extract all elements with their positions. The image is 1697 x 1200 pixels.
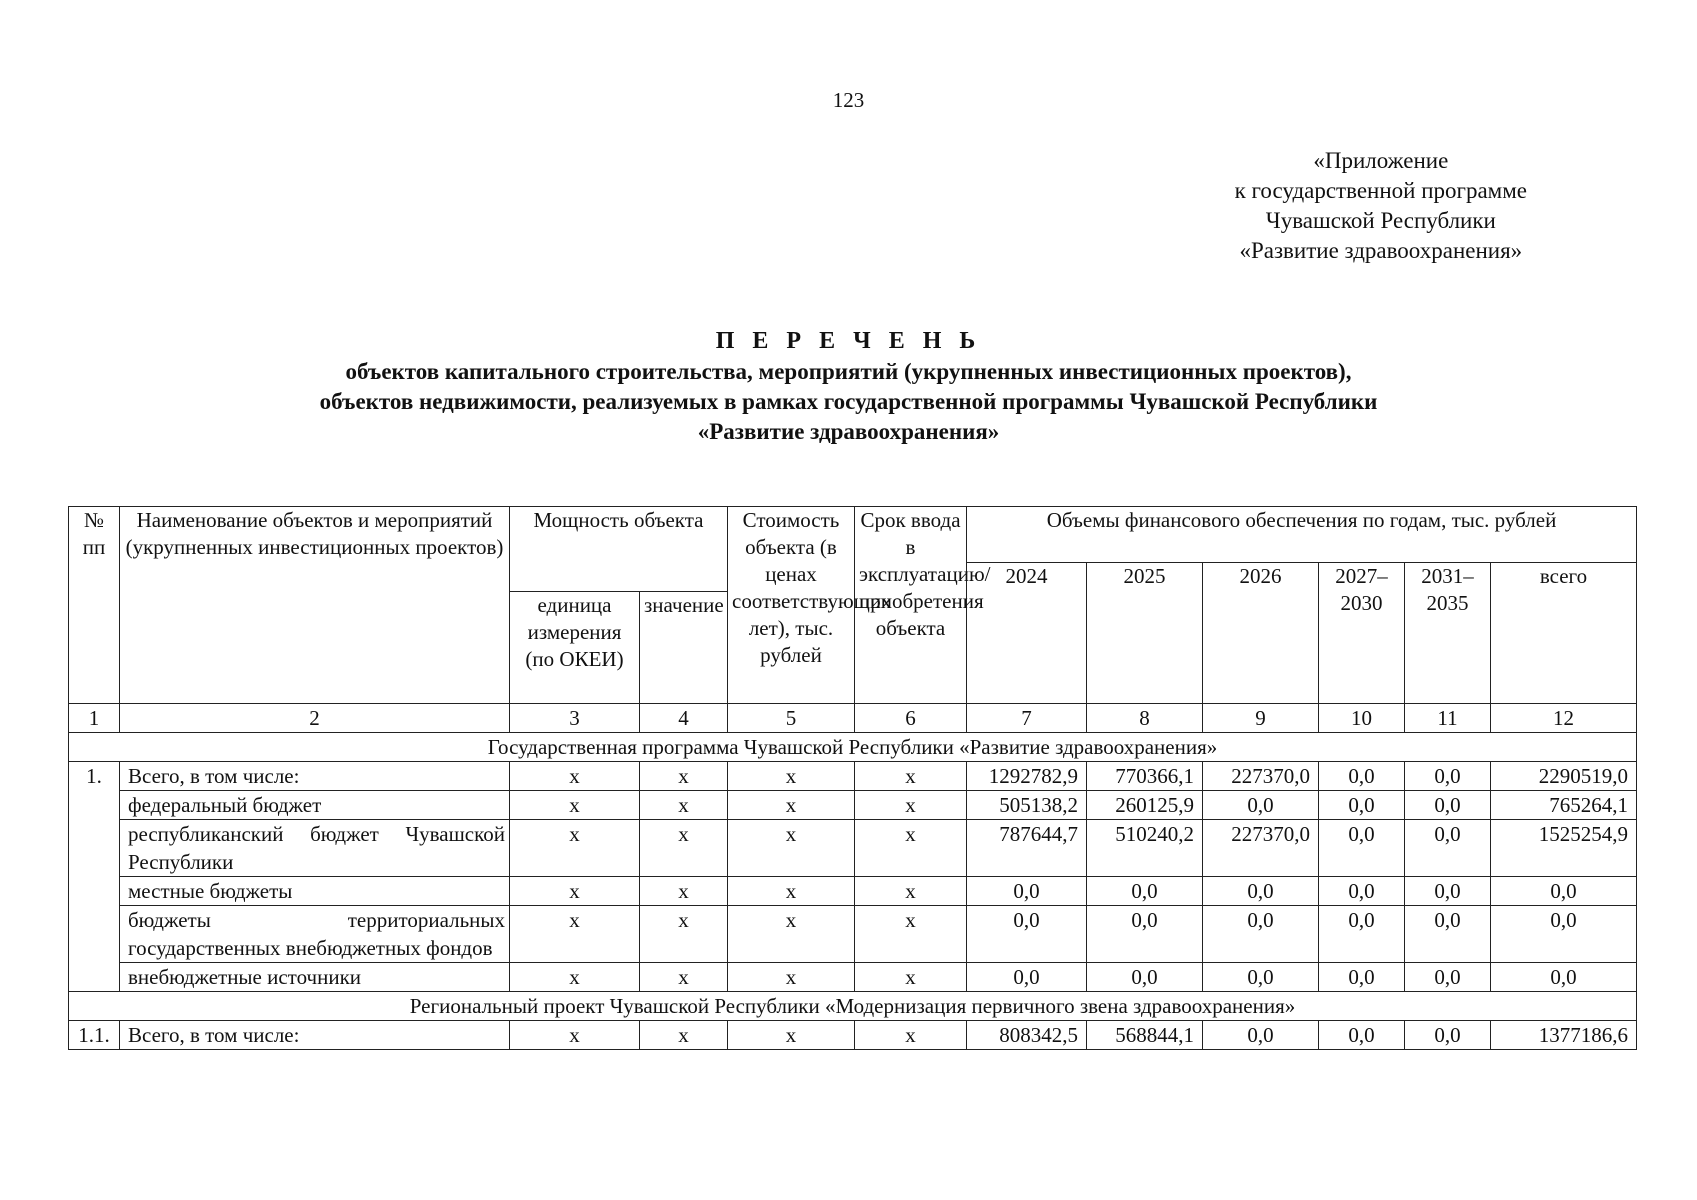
row-total: 2290519,0 [1491,762,1637,791]
row-2031-2035: 0,0 [1405,906,1491,963]
table-row [69,877,1637,906]
row-term: х [855,1021,967,1050]
title-line: объектов капитального строительства, мероприятий (укрупненных инвестиционных проектов), [345,359,1352,384]
row-unit: х [510,820,640,877]
row-unit: х [510,762,640,791]
row-total: 765264,1 [1491,791,1637,820]
table-row [69,1021,1637,1050]
table-row [69,791,1637,820]
header-finance: Объемы финансового обеспечения по годам, тыс. рублей [967,507,1637,563]
title-line: «Развитие здравоохранения» [697,419,1000,444]
row-cost: х [728,1021,855,1050]
row-cost: х [728,762,855,791]
row-num: 1. [69,762,120,791]
page-number: 123 [832,88,865,112]
column-number: 7 [967,704,1087,733]
column-number: 8 [1087,704,1203,733]
column-number: 11 [1405,704,1491,733]
row-cost: х [728,791,855,820]
row-num [69,820,120,877]
row-term: х [855,820,967,877]
row-name: Всего, в том числе: [120,762,510,791]
header-total: всего [1491,563,1637,704]
header-2031-2035: 2031–2035 [1405,563,1491,704]
row-2025: 0,0 [1087,906,1203,963]
row-unit: х [510,791,640,820]
row-num [69,906,120,963]
row-2024: 787644,7 [967,820,1087,877]
row-2025: 510240,2 [1087,820,1203,877]
row-name: внебюджетные источники [120,963,510,992]
column-number: 5 [728,704,855,733]
row-unit: х [510,877,640,906]
row-value: х [640,1021,728,1050]
row-cost: х [728,820,855,877]
header-name: Наименование объектов и мероприятий (укрупненных инвестиционных проектов) [120,507,510,704]
row-term: х [855,762,967,791]
appendix-note [1235,146,1527,266]
table-row [69,820,1637,877]
column-number: 3 [510,704,640,733]
column-numbers-row [69,704,1637,733]
row-2027-2030: 0,0 [1319,820,1405,877]
row-2025: 770366,1 [1087,762,1203,791]
column-number: 2 [120,704,510,733]
row-2026: 0,0 [1203,791,1319,820]
row-unit: х [510,963,640,992]
section-title: Региональный проект Чувашской Республики «Модернизация первичного звена здравоохранения» [69,992,1637,1021]
row-total: 0,0 [1491,906,1637,963]
row-term: х [855,791,967,820]
row-value: х [640,791,728,820]
row-2024: 1292782,9 [967,762,1087,791]
appendix-line: «Развитие здравоохранения» [1239,238,1523,263]
row-2027-2030: 0,0 [1319,963,1405,992]
row-2024: 505138,2 [967,791,1087,820]
row-2026: 0,0 [1203,963,1319,992]
column-number: 10 [1319,704,1405,733]
header-num: № пп [69,507,120,704]
row-2027-2030: 0,0 [1319,877,1405,906]
row-2027-2030: 0,0 [1319,1021,1405,1050]
row-total: 0,0 [1491,963,1637,992]
row-2025: 0,0 [1087,877,1203,906]
row-name: федеральный бюджет [120,791,510,820]
row-total: 1525254,9 [1491,820,1637,877]
document-title [0,325,1697,447]
header-2025: 2025 [1087,563,1203,704]
row-2026: 0,0 [1203,906,1319,963]
table-row [69,762,1637,791]
row-2031-2035: 0,0 [1405,963,1491,992]
header-2026: 2026 [1203,563,1319,704]
row-2031-2035: 0,0 [1405,877,1491,906]
row-2027-2030: 0,0 [1319,762,1405,791]
section-title: Государственная программа Чувашской Республики «Развитие здравоохранения» [69,733,1637,762]
section-row [69,733,1637,762]
row-2027-2030: 0,0 [1319,791,1405,820]
row-2025: 0,0 [1087,963,1203,992]
appendix-line: Чувашской Республики [1265,208,1496,233]
row-cost: х [728,877,855,906]
row-value: х [640,820,728,877]
row-num [69,963,120,992]
row-cost: х [728,906,855,963]
row-term: х [855,963,967,992]
header-term: Срок ввода в эксплуатацию/ приобретения объекта [855,507,967,704]
header-2024: 2024 [967,563,1087,704]
row-2024: 808342,5 [967,1021,1087,1050]
row-2031-2035: 0,0 [1405,791,1491,820]
objects-table [68,506,1637,1050]
header-capacity: Мощность объекта [510,507,728,592]
header-2027-2030: 2027–2030 [1319,563,1405,704]
row-name: местные бюджеты [120,877,510,906]
row-name: республиканский бюджет Чувашской Республики [120,820,510,877]
row-num [69,791,120,820]
row-value: х [640,963,728,992]
row-2026: 227370,0 [1203,820,1319,877]
row-unit: х [510,1021,640,1050]
appendix-line: «Приложение [1313,148,1449,173]
row-2024: 0,0 [967,963,1087,992]
row-value: х [640,906,728,963]
row-name: Всего, в том числе: [120,1021,510,1050]
row-2024: 0,0 [967,906,1087,963]
header-cost: Стоимость объекта (в ценах соответствующих лет), тыс. рублей [728,507,855,704]
row-2031-2035: 0,0 [1405,820,1491,877]
table-row [69,963,1637,992]
title-line: объектов недвижимости, реализуемых в рамках государственной программы Чувашской Республики [319,389,1378,414]
appendix-line: к государственной программе [1234,178,1527,203]
row-num: 1.1. [69,1021,120,1050]
header-unit: единица измерения (по ОКЕИ) [510,592,640,704]
row-num [69,877,120,906]
column-number: 4 [640,704,728,733]
row-total: 1377186,6 [1491,1021,1637,1050]
row-unit: х [510,906,640,963]
row-value: х [640,762,728,791]
row-2025: 568844,1 [1087,1021,1203,1050]
row-2031-2035: 0,0 [1405,762,1491,791]
column-number: 1 [69,704,120,733]
row-2026: 0,0 [1203,877,1319,906]
row-total: 0,0 [1491,877,1637,906]
row-2026: 227370,0 [1203,762,1319,791]
row-2025: 260125,9 [1087,791,1203,820]
column-number: 9 [1203,704,1319,733]
row-value: х [640,877,728,906]
row-2031-2035: 0,0 [1405,1021,1491,1050]
row-name: бюджеты территориальных государственных внебюджетных фондов [120,906,510,963]
title-main: П Е Р Е Ч Е Н Ь [715,328,982,354]
table-row [69,906,1637,963]
row-2026: 0,0 [1203,1021,1319,1050]
row-2024: 0,0 [967,877,1087,906]
row-term: х [855,906,967,963]
row-cost: х [728,963,855,992]
row-term: х [855,877,967,906]
row-2027-2030: 0,0 [1319,906,1405,963]
header-value: значение [640,592,728,704]
section-row [69,992,1637,1021]
column-number: 12 [1491,704,1637,733]
column-number: 6 [855,704,967,733]
